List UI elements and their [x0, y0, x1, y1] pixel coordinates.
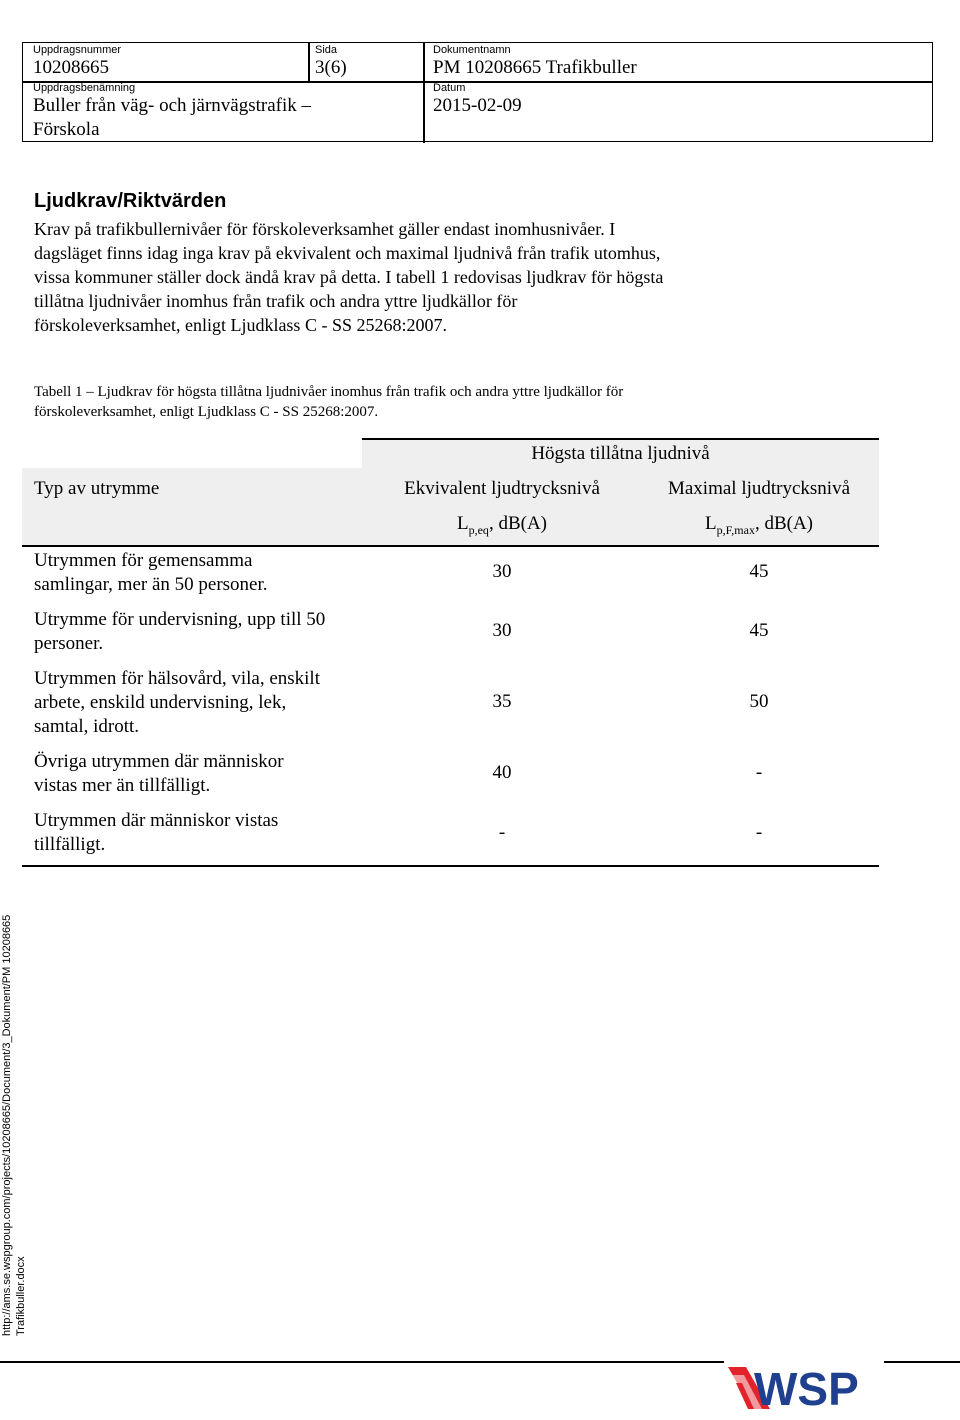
unit-subscript: p,eq: [468, 523, 489, 537]
logo-text: WSP: [754, 1363, 859, 1415]
unit-symbol: L: [704, 513, 717, 534]
header-divider: [423, 43, 425, 143]
table-cell-eq: 35: [492, 691, 512, 712]
uppdragsnummer-label: Uppdragsnummer: [33, 44, 122, 56]
table-cell-eq: 40: [492, 762, 512, 783]
col-header-type: Typ av utrymme: [34, 478, 160, 499]
table-caption: [34, 382, 794, 422]
table-cell-eq: 30: [492, 620, 512, 641]
dokumentnamn-value: PM 10208665 Trafikbuller: [433, 57, 637, 78]
paragraph-line: tillåtna ljudnivåer inomhus från trafik och andra yttre ljudkällor för: [34, 291, 518, 311]
dokumentnamn-label: Dokumentnamn: [433, 44, 511, 56]
table-row-label: Utrymme för undervisning, upp till 50: [34, 609, 326, 630]
col-unit-maximal: [642, 512, 876, 542]
unit-subscript: p,F,max: [716, 523, 755, 537]
table-cell-max: 50: [749, 691, 769, 712]
uppdragsbenamning-value: Buller från väg- och järnvägstrafik –: [33, 95, 312, 116]
table-cell-max: -: [755, 822, 763, 843]
sida-label: Sida: [315, 44, 338, 56]
table-rule: [362, 438, 879, 440]
table-row-label: samlingar, mer än 50 personer.: [34, 574, 268, 595]
unit-symbol: L: [457, 513, 469, 534]
table-row-label: tillfälligt.: [34, 834, 106, 855]
table-cell-max: -: [755, 762, 763, 783]
wsp-logo: [724, 1355, 884, 1415]
table-cell-eq: 30: [492, 561, 512, 582]
unit-text: , dB(A): [488, 513, 547, 534]
table-cell-max: 45: [749, 561, 769, 582]
datum-value: 2015-02-09: [433, 95, 522, 116]
table-row-label: Övriga utrymmen där människor: [34, 751, 284, 772]
table-row-label: personer.: [34, 633, 104, 654]
header-divider: [23, 81, 932, 83]
paragraph-line: förskoleverksamhet, enligt Ljudklass C - SS 25268:2007.: [34, 315, 447, 335]
table-cell-eq: -: [498, 822, 506, 843]
paragraph-line: vissa kommuner ställer dock ändå krav på detta. I tabell 1 redovisas ljudkrav för högsta: [34, 267, 664, 287]
col-unit-equivalent: [362, 512, 642, 542]
table-row-label: Utrymmen för hälsovård, vila, enskilt: [34, 668, 320, 689]
table-row-label: arbete, enskild undervisning, lek,: [34, 692, 287, 713]
table-row-label: Utrymmen där människor vistas: [34, 810, 279, 831]
table-cell-max: 45: [749, 620, 769, 641]
uppdragsnummer-value: 10208665: [33, 57, 109, 78]
table-row-label: vistas mer än tillfälligt.: [34, 775, 211, 796]
paragraph-line: Krav på trafikbullernivåer för förskoleverksamhet gäller endast inomhusnivåer. I: [34, 219, 616, 239]
section-heading: Ljudkrav/Riktvärden: [34, 190, 227, 212]
document-header: [22, 42, 933, 142]
unit-text: , dB(A): [754, 513, 814, 534]
paragraph-line: dagsläget finns idag inga krav på ekvivalent och maximal ljudnivå från trafik utomhus,: [34, 243, 661, 263]
body-paragraph: [34, 217, 794, 337]
table-header-blank: [22, 438, 362, 468]
file-path-line: http://ams.se.wspgroup.com/projects/10208665/Document/3_Dokument/PM 10208665: [1, 914, 13, 1336]
uppdragsbenamning-label: Uppdragsbenämning: [33, 82, 136, 94]
file-path-line: Trafikbuller.docx: [15, 1256, 27, 1336]
uppdragsbenamning-value: Förskola: [33, 119, 100, 140]
table-row-label: Utrymmen för gemensamma: [34, 550, 253, 571]
datum-label: Datum: [433, 82, 466, 94]
group-header: Högsta tillåtna ljudnivå: [531, 443, 710, 464]
table-row-label: samtal, idrott.: [34, 716, 140, 737]
sida-value: 3(6): [315, 57, 347, 78]
col-header-equivalent: Ekvivalent ljudtrycksnivå: [404, 478, 600, 499]
file-path: [0, 896, 34, 1336]
col-header-maximal: Maximal ljudtrycksnivå: [667, 478, 851, 499]
caption-line: förskoleverksamhet, enligt Ljudklass C - SS 25268:2007.: [34, 404, 379, 420]
table-rule: [22, 865, 879, 867]
table-rule: [22, 545, 879, 547]
caption-line: Tabell 1 – Ljudkrav för högsta tillåtna ljudnivåer inomhus från trafik och andra yttre ljudkällor för: [34, 384, 624, 400]
header-divider: [308, 43, 310, 81]
